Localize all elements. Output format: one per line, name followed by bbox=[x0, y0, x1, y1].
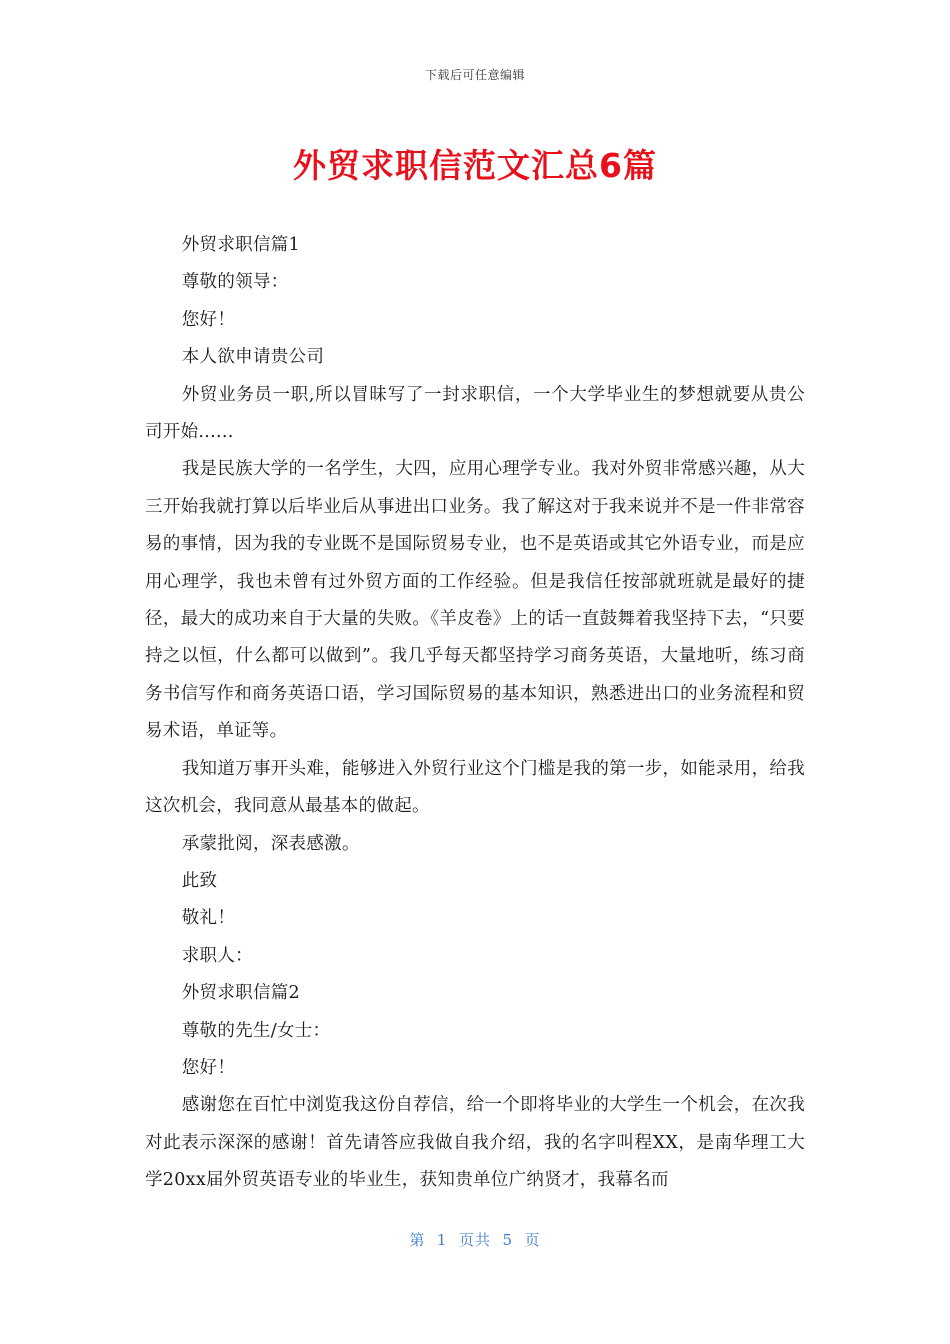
greeting: 您好！ bbox=[181, 1057, 236, 1078]
signature-line: 求职人： bbox=[181, 945, 253, 966]
section-heading: 外贸求职信篇2 bbox=[181, 983, 300, 1004]
greeting: 您好！ bbox=[181, 309, 236, 330]
closing-line: 承蒙批阅，深表感激。 bbox=[181, 833, 360, 854]
page-number-label: 第 1 页共 5 页 bbox=[409, 1231, 541, 1249]
page-number bbox=[0, 1229, 950, 1250]
closing-line: 此致 bbox=[181, 870, 218, 891]
page-header-note: 下载后可任意编辑 bbox=[424, 68, 525, 82]
body-paragraph: 我知道万事开头难，能够进入外贸行业这个门槛是我的第一步，如能录用，给我这次机会，我同意从最基本的做起。 bbox=[145, 758, 805, 817]
section-heading: 外贸求职信篇1 bbox=[181, 235, 300, 255]
body-paragraph: 我是民族大学的一名学生，大四，应用心理学专业。我对外贸非常感兴趣，从大三开始我就打算以后毕业后从事进出口业务。我了解这对于我来说并不是一件非常容易的事情，因为我的专业既不是国际贸易专业，也不是英语或其它外语专业，而是应用心理学，我也未曾有过外贸方面的工作经验。但是我信任按部就班就是最好的捷径，最大的成功来自于大量的失败。《羊皮卷》上的话一直鼓舞着我坚持下去，“只要持之以恒，什么都可以做到”。我几乎每天都坚持学习商务英语，大量地听，练习商务书信写作和商务英语口语，学习国际贸易的基本知识，熟悉进出口的业务流程和贸易术语，单证等。 bbox=[145, 459, 805, 742]
closing-line: 敬礼！ bbox=[181, 908, 236, 929]
document-body bbox=[145, 227, 805, 1200]
salutation: 尊敬的先生/女士： bbox=[181, 1020, 331, 1041]
salutation: 尊敬的领导： bbox=[181, 272, 289, 293]
body-paragraph: 感谢您在百忙中浏览我这份自荐信，给一个即将毕业的大学生一个机会，在次我对此表示深深的感谢！首先请答应我做自我介绍，我的名字叫程XX，是南华理工大学20xx届外贸英语专业的毕业生，获知贵单位广纳贤才，我幕名而 bbox=[145, 1095, 805, 1191]
body-paragraph: 外贸业务员一职,所以冒昧写了一封求职信，一个大学毕业生的梦想就要从贵公司开始...... bbox=[145, 384, 805, 443]
body-paragraph: 本人欲申请贵公司 bbox=[181, 347, 325, 368]
document-title: 外贸求职信范文汇总6篇 bbox=[293, 146, 657, 185]
